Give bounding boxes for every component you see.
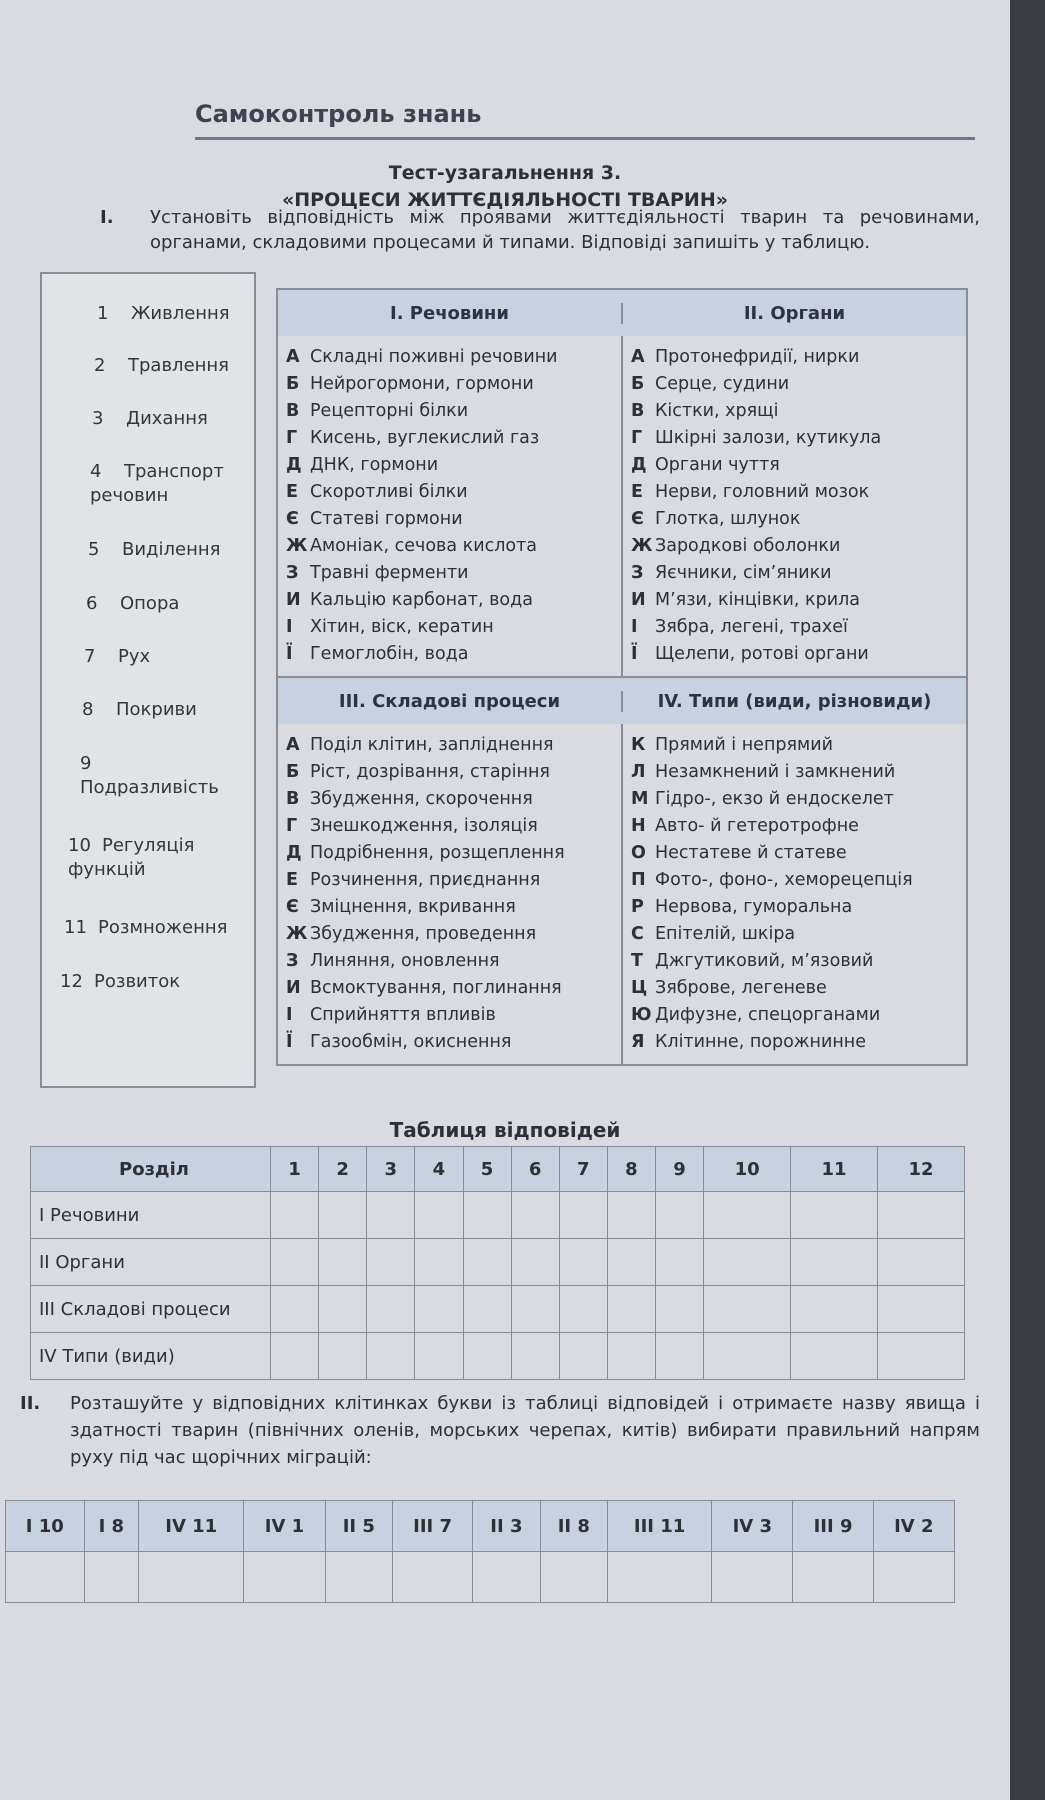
code-header-cell: I 10 [6,1501,85,1552]
column-header: 6 [511,1147,559,1192]
answer-cell[interactable] [878,1333,965,1380]
list-item: И Кальцію карбонат, вода [286,590,533,610]
code-answer-cell[interactable] [244,1552,325,1603]
list-item: Б Ріст, дозрівання, старіння [286,762,550,782]
answer-cell[interactable] [511,1239,559,1286]
answers-table [30,1146,965,1380]
answer-cell[interactable] [656,1192,704,1239]
row-label: IV Типи (види) [31,1333,271,1380]
table-row [31,1147,965,1192]
list-item: Ї Газообмін, окиснення [286,1032,512,1052]
answer-cell[interactable] [463,1239,511,1286]
header-processes: III. Складові процеси [278,691,623,712]
list-item: Т Джгутиковий, м’язовий [631,951,874,971]
test-title-line2: «ПРОЦЕСИ ЖИТТЄДІЯЛЬНОСТІ ТВАРИН» [281,189,729,211]
code-answer-cell[interactable] [6,1552,85,1603]
code-header-cell: IV 1 [244,1501,325,1552]
code-answer-cell[interactable] [473,1552,540,1603]
list-item: Д Подрібнення, розщеплення [286,843,565,863]
list-item: 11 Розмноження [64,917,228,938]
answer-cell[interactable] [559,1333,607,1380]
list-item: Л Незамкнений і замкнений [631,762,896,782]
code-answer-cell[interactable] [139,1552,244,1603]
list-item: І Зябра, легені, трахеї [631,617,848,637]
list-item: А Поділ клітин, запліднення [286,735,554,755]
code-header-cell: III 7 [392,1501,472,1552]
answer-cell[interactable] [791,1239,878,1286]
list-item: 6 Опора [86,593,180,614]
substances-column [278,336,623,676]
list-item: Є Статеві гормони [286,509,463,529]
code-header-cell: IV 2 [873,1501,954,1552]
answer-cell[interactable] [463,1333,511,1380]
table-body-top [278,336,966,676]
row-label: III Складові процеси [31,1286,271,1333]
column-header: 9 [656,1147,704,1192]
answers-title: Таблиця відповідей [389,1118,621,1142]
table-header-row [278,676,966,724]
answer-cell[interactable] [415,1239,463,1286]
list-item: Г Кисень, вуглекислий газ [286,428,540,448]
answer-cell[interactable] [878,1239,965,1286]
code-header-cell: II 3 [473,1501,540,1552]
answer-cell[interactable] [656,1239,704,1286]
code-header-cell: II 8 [540,1501,607,1552]
processes-list [40,272,256,1088]
list-item: К Прямий і непрямий [631,735,833,755]
answer-cell[interactable] [607,1239,655,1286]
list-item: Ж Амоніак, сечова кислота [286,536,538,556]
table-row [31,1333,965,1380]
code-answer-cell[interactable] [607,1552,711,1603]
answer-cell[interactable] [791,1192,878,1239]
answer-cell[interactable] [511,1333,559,1380]
list-item: З Травні ферменти [286,563,469,583]
header-substances: I. Речовини [278,303,623,324]
answer-cell[interactable] [415,1286,463,1333]
table-header-row [278,290,966,336]
task-2 [20,1390,980,1471]
header-rule [195,137,975,140]
task-1-text: Установіть відповідність між проявами життєдіяльності тварин та речовинами, органами, складовими процесами й типами. Відповіді запишіть у таблицю. [150,207,980,253]
types-column [623,724,966,1064]
column-header: 8 [607,1147,655,1192]
list-item: Я Клітинне, порожнинне [631,1032,867,1052]
answer-cell[interactable] [271,1286,319,1333]
list-item: Ї Щелепи, ротові органи [631,644,869,664]
row-label: I Речовини [31,1192,271,1239]
list-item: О Нестатеве й статеве [631,843,847,863]
list-item: Е Скоротливі білки [286,482,468,502]
processes-column [278,724,623,1064]
section-title: Самоконтроль знань [195,100,482,128]
section-header [195,100,975,128]
list-item: Ж Збудження, проведення [286,924,537,944]
list-item: 9Подразливість [80,753,219,798]
table-row [6,1501,955,1552]
list-item: Ї Гемоглобін, вода [286,644,469,664]
header-organs: II. Органи [743,302,846,324]
column-header: 11 [791,1147,878,1192]
list-item: Б Нейрогормони, гормони [286,374,534,394]
list-item: М Гідро-, екзо й ендоскелет [631,789,894,809]
table-row [31,1286,965,1333]
list-item: С Епітелій, шкіра [631,924,796,944]
code-answer-cell[interactable] [84,1552,139,1603]
code-header-cell: II 5 [325,1501,392,1552]
answer-cell[interactable] [791,1333,878,1380]
answer-cell[interactable] [415,1333,463,1380]
list-item: 3 Дихання [92,408,208,429]
code-answer-cell[interactable] [392,1552,472,1603]
task-1-number: I. [100,207,114,228]
list-item: В Збудження, скорочення [286,789,533,809]
answer-cell[interactable] [367,1192,415,1239]
code-answer-cell[interactable] [873,1552,954,1603]
list-item: 2 Травлення [94,355,230,376]
answer-cell[interactable] [607,1333,655,1380]
answer-cell[interactable] [607,1192,655,1239]
test-title-line1: Тест-узагальнення 3. [388,162,622,184]
list-item: 5 Виділення [88,539,221,560]
column-header: 3 [367,1147,415,1192]
list-item: А Складні поживні речовини [286,347,558,367]
list-item: Е Розчинення, приєднання [286,870,541,890]
answer-cell[interactable] [704,1192,791,1239]
list-item: В Кістки, хрящі [631,401,779,421]
answer-cell[interactable] [271,1239,319,1286]
list-item: І Хітин, віск, кератин [286,617,494,637]
answer-cell[interactable] [463,1286,511,1333]
answer-cell[interactable] [704,1333,791,1380]
answer-cell[interactable] [271,1192,319,1239]
task-2-number: II. [20,1393,41,1414]
column-header: 5 [463,1147,511,1192]
answer-cell[interactable] [559,1192,607,1239]
header-types: IV. Типи (види, різновиди) [657,690,932,712]
page-edge [1010,0,1045,1800]
list-item: 1 Живлення [97,303,230,324]
answer-cell[interactable] [704,1239,791,1286]
code-header-cell: IV 3 [712,1501,793,1552]
column-header: 2 [319,1147,367,1192]
code-header-cell: III 11 [607,1501,711,1552]
corner-cell: Розділ [31,1147,271,1192]
list-item: Ц Зяброве, легеневе [631,978,827,998]
code-answer-cell[interactable] [325,1552,392,1603]
list-item: З Линяння, оновлення [286,951,500,971]
answer-cell[interactable] [559,1239,607,1286]
table-row [6,1552,955,1603]
list-item: Д ДНК, гормони [286,455,439,475]
list-item: 8 Покриви [82,699,197,720]
answer-cell[interactable] [878,1286,965,1333]
list-item: 10 Регуляція функцій [68,835,195,880]
code-answer-cell[interactable] [540,1552,607,1603]
answer-cell[interactable] [367,1333,415,1380]
code-answer-cell[interactable] [712,1552,793,1603]
code-header-cell: III 9 [793,1501,873,1552]
answer-cell[interactable] [319,1192,367,1239]
answer-cell[interactable] [319,1333,367,1380]
list-item: Б Серце, судини [631,374,790,394]
answer-cell[interactable] [511,1192,559,1239]
answer-cell[interactable] [704,1286,791,1333]
list-item: 4 Транспорт речовин [90,461,224,506]
answer-cell[interactable] [367,1239,415,1286]
list-item: Є Зміцнення, вкривання [286,897,516,917]
answer-cell[interactable] [559,1286,607,1333]
column-header: 10 [704,1147,791,1192]
task-2-text: Розташуйте у відповідних клітинках букви із таблиці відповідей і отримаєте назву явища і здатності тварин (північних оленів, морських черепах, китів) вибирати правильний напрям руху під час щорічних міграцій: [70,1393,980,1468]
code-answer-cell[interactable] [793,1552,873,1603]
answer-cell[interactable] [367,1286,415,1333]
code-header-cell: IV 11 [139,1501,244,1552]
list-item: И Всмоктування, поглинання [286,978,562,998]
list-item: Д Органи чуття [631,455,780,475]
list-item: Г Шкірні залози, кутикула [631,428,882,448]
answer-cell[interactable] [319,1239,367,1286]
column-header: 12 [878,1147,965,1192]
answer-cell[interactable] [656,1286,704,1333]
list-item: А Протонефридії, нирки [631,347,860,367]
list-item: И М’язи, кінцівки, крила [631,590,860,610]
answer-cell[interactable] [607,1286,655,1333]
list-item: Є Глотка, шлунок [631,509,801,529]
row-label: II Органи [31,1239,271,1286]
list-item: Р Нервова, гуморальна [631,897,853,917]
matching-table [276,288,968,1066]
answer-cell[interactable] [656,1333,704,1380]
organs-column [623,336,966,676]
list-item: В Рецепторні білки [286,401,469,421]
column-header: 1 [271,1147,319,1192]
list-item: З Яєчники, сім’яники [631,563,832,583]
list-item: Ж Зародкові оболонки [631,536,841,556]
answer-cell[interactable] [511,1286,559,1333]
list-item: 7 Рух [84,646,151,667]
column-header: 4 [415,1147,463,1192]
list-item: І Сприйняття впливів [286,1005,496,1025]
list-item: П Фото-, фоно-, хеморецепція [631,870,913,890]
list-item: Н Авто- й гетеротрофне [631,816,859,836]
answer-cell[interactable] [463,1192,511,1239]
column-header: 7 [559,1147,607,1192]
answer-cell[interactable] [415,1192,463,1239]
task-1 [100,205,980,255]
code-table [5,1500,955,1603]
code-header-cell: I 8 [84,1501,139,1552]
list-item: Г Знешкодження, ізоляція [286,816,538,836]
answer-cell[interactable] [878,1192,965,1239]
table-body-bottom [278,724,966,1064]
answer-cell[interactable] [271,1333,319,1380]
table-row [31,1239,965,1286]
list-item: Е Нерви, головний мозок [631,482,870,502]
list-item: Ю Дифузне, спецорганами [631,1005,881,1025]
list-item: 12 Розвиток [60,971,181,992]
table-row [31,1192,965,1239]
answer-cell[interactable] [791,1286,878,1333]
answer-cell[interactable] [319,1286,367,1333]
